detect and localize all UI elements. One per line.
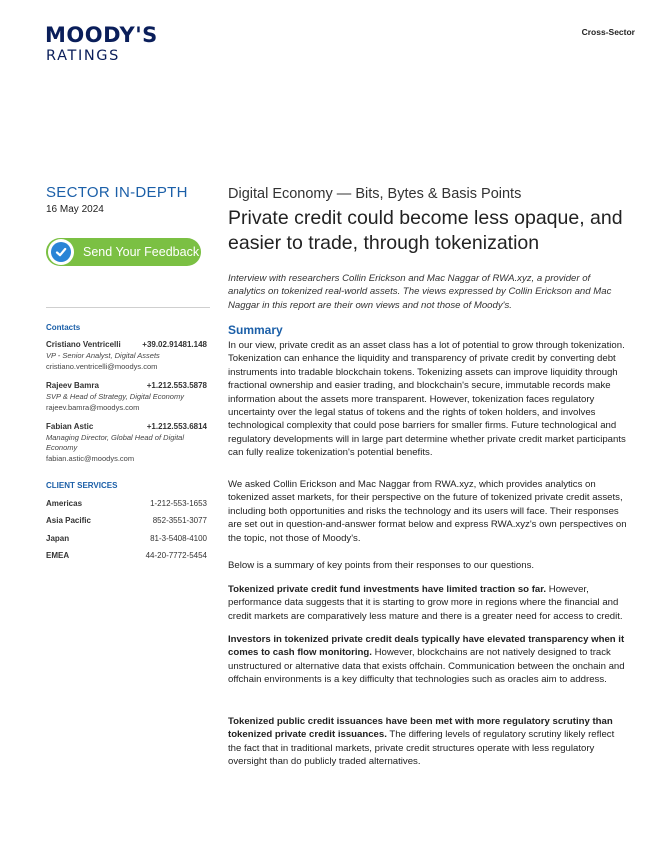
intro-text: Interview with researchers Collin Erickson and Mac Naggar of RWA.xyz, a provider of analytics on tokenized real-world assets. The views expressed by Collin Erickson and Mac Naggar in this report are their own views and not those of Moody's. <box>228 273 612 311</box>
key-point-text: However, blockchains are not natively designed to track unstructured or alternative data that exists offchain. Communication between the onchain and offchain environments is a key difficulty that technologies such as oracles aim to address. <box>228 647 625 686</box>
contact-phone[interactable]: +1.212.553.6814 <box>146 422 207 431</box>
client-services-region: EMEA <box>46 551 70 560</box>
check-icon <box>51 242 71 262</box>
key-point <box>228 583 630 623</box>
client-services-region: Japan <box>46 534 70 543</box>
body-paragraph: We asked Collin Erickson and Mac Naggar from RWA.xyz, which provides analytics on tokenized asset markets, for their perspective on the future of tokenized private credit assets, including both opportunities and risks the technology and its users will face. Their responses are set out in question-and-answer format below and express RWA.xyz's own perspectives on the topic, not those of Moody's. <box>228 479 627 544</box>
contact-name: Fabian Astic <box>46 422 94 431</box>
key-point <box>228 715 630 769</box>
report-type: SECTOR IN-DEPTH <box>46 184 188 201</box>
body-paragraph: Below is a summary of key points from their responses to our questions. <box>228 560 535 571</box>
contact-email[interactable]: cristiano.ventricelli@moodys.com <box>46 362 158 371</box>
summary-heading: Summary <box>228 323 283 337</box>
contact-name: Rajeev Bamra <box>46 381 99 390</box>
contact-email[interactable]: rajeev.bamra@moodys.com <box>46 403 140 412</box>
client-services-phone[interactable]: 81-3-5408-4100 <box>150 534 207 543</box>
client-services-phone[interactable]: 852-3551-3077 <box>152 516 207 525</box>
feedback-label: Send Your Feedback <box>83 245 200 259</box>
summary-paragraph: In our view, private credit as an asset class has a lot of potential to grow through tokenization. Tokenization can enhance the liquidity and transparency of private credit by converting debt instruments into tradable blockchain tokens. Tokenizing assets can improve liquidity through fractional ownership and easier trading, and blockchain's secure, immutable records make information about the assets more transparent. However, tokenization faces regulatory uncertainty over the legal status of tokens and the rights of token holders, and involves technological complexity that could pose barriers for smaller firms. Future technological and regulatory developments will in large part determine whether private credit market participants can fully realize tokenization's potential benefits. <box>228 340 626 459</box>
publication-date: 16 May 2024 <box>46 204 104 215</box>
send-feedback-button[interactable] <box>46 238 201 266</box>
contact-phone[interactable]: +1.212.553.5878 <box>146 381 207 390</box>
sidebar-divider <box>46 307 210 308</box>
key-point-text: The differing levels of regulatory scrutiny likely reflect the fact that in traditional markets, private credit structures operate with less regulatory oversight than do publicly traded alternatives. <box>228 729 615 768</box>
report-category: Cross-Sector <box>581 27 635 37</box>
contact-role: SVP & Head of Strategy, Digital Economy <box>46 392 184 401</box>
client-services-phone[interactable]: 44-20-7772-5454 <box>145 551 207 560</box>
logo-subtitle: RATINGS <box>46 48 120 64</box>
series-kicker: Digital Economy — Bits, Bytes & Basis Points <box>228 186 522 202</box>
client-services-region: Asia Pacific <box>46 516 91 525</box>
checkmark-badge <box>48 239 74 265</box>
key-point-lead: Tokenized public credit issuances have been met with more regulatory scrutiny than tokenized private credit issuances. <box>228 716 613 741</box>
logo-wordmark: MOODY'S <box>45 23 158 47</box>
client-services-heading: CLIENT SERVICES <box>46 481 118 490</box>
key-point-text: However, performance data suggests that it is starting to grow more in regions where the financial and credit markets are comparatively less mature and there is a greater need for access to credit. <box>228 584 623 622</box>
key-point-lead: Tokenized private credit fund investments have limited traction so far. <box>228 584 547 595</box>
contact-phone[interactable]: +39.02.91481.148 <box>142 340 207 349</box>
client-services-region: Americas <box>46 499 83 508</box>
contact-role: VP - Senior Analyst, Digital Assets <box>46 351 160 360</box>
page-title: Private credit could become less opaque, and easier to trade, through tokenization <box>228 207 623 254</box>
contact-name: Cristiano Ventricelli <box>46 340 121 349</box>
key-point-lead: Investors in tokenized private credit deals typically have elevated transparency when it comes to cash flow monitoring. <box>228 634 625 659</box>
client-services-phone[interactable]: 1-212-553-1653 <box>150 499 207 508</box>
contact-email[interactable]: fabian.astic@moodys.com <box>46 454 135 463</box>
contacts-heading: Contacts <box>46 323 81 332</box>
contact-role: Managing Director, Global Head of Digital Economy <box>46 433 184 452</box>
key-point <box>228 633 630 687</box>
